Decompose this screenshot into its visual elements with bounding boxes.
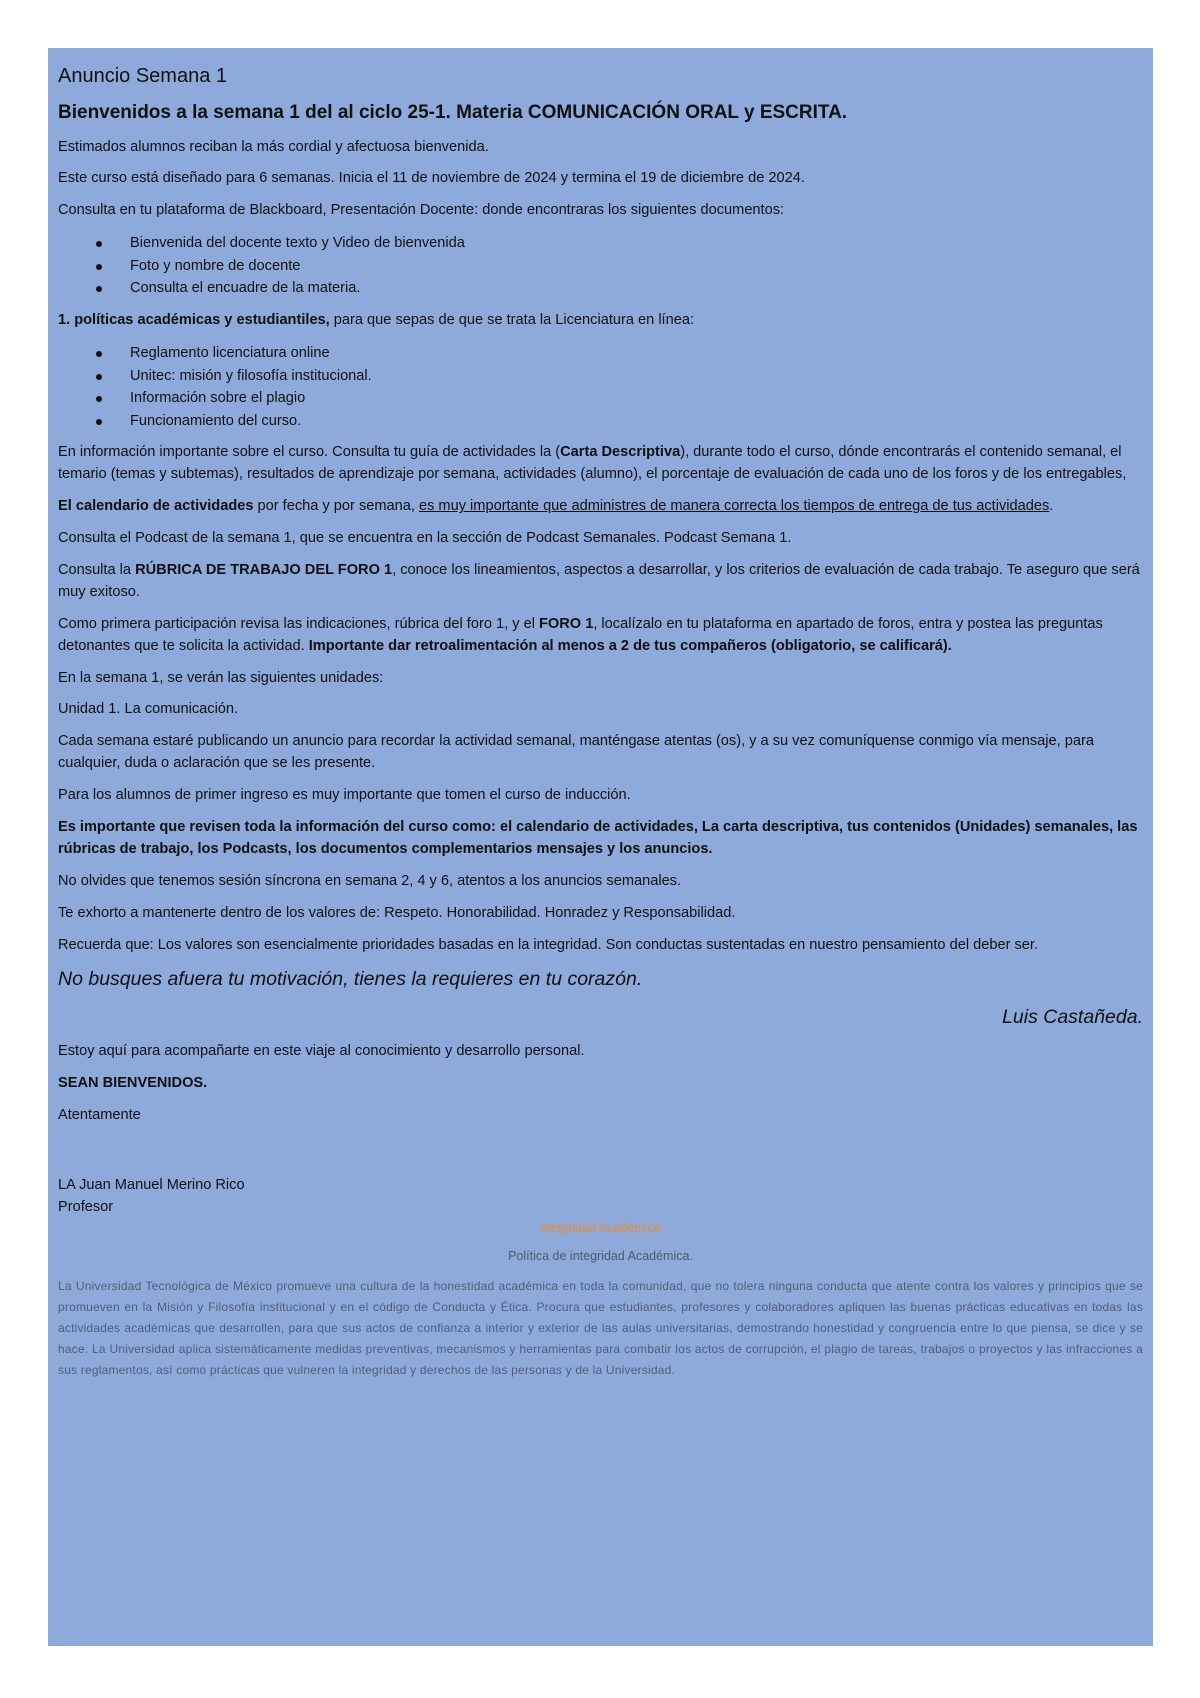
induction-text: Para los alumnos de primer ingreso es muy importante que tomen el curso de inducción. (58, 787, 631, 804)
list-item: Consulta el encuadre de la materia. (58, 277, 1143, 300)
course-info-paragraph (58, 442, 1143, 486)
review-bold-text (58, 817, 1143, 861)
values-exhort-text: Te exhorto a mantenerte dentro de los valores de: Respeto. Honorabilidad. Honradez y Responsabilidad. (58, 904, 736, 921)
units-intro-text: En la semana 1, se verán las siguientes unidades: (58, 669, 384, 686)
announcement-headline: Bienvenidos a la semana 1 del al ciclo 25-1. Materia COMUNICACIÓN ORAL y ESCRITA. (58, 102, 848, 123)
unit-1-text: Unidad 1. La comunicación. (58, 701, 239, 718)
signature-role: Profesor (58, 1198, 114, 1215)
signature-spacer (58, 1137, 1143, 1175)
rubric-text-end: , conoce los lineamientos, aspectos a desarrollar, y los criterios de evaluación de cada trabajo. Te aseguro que será muy exitoso. (58, 561, 1140, 600)
policies-paragraph (58, 310, 1143, 332)
policies-list (58, 342, 1143, 432)
podcast-text: Consulta el Podcast de la semana 1, que se encuentra en la sección de Podcast Semanales. Podcast Semana 1. (58, 530, 792, 547)
welcome-text (58, 1073, 1143, 1095)
forum-paragraph (58, 614, 1143, 658)
announcement-panel (48, 48, 1153, 1646)
forum-text-middle: , localízalo en tu plataforma en apartado de foros, entra y postea las preguntas detonantes que te solicita la actividad. (58, 615, 1103, 654)
course-dates-text: Este curso está diseñado para 6 semanas. Inicia el 11 de noviembre de 2024 y termina el 19 de diciembre de 2024. (58, 170, 805, 187)
list-item: Bienvenida del docente texto y Video de bienvenida (58, 232, 1143, 255)
calendar-underlined-text: es muy importante que administres de manera correcta los tiempos de entrega de tus actividades (418, 498, 1050, 515)
course-info-text-end: ), durante todo el curso, dónde encontrarás el contenido semanal, el temario (temas y subtemas), resultados de aprendizaje por semana, actividades (alumno), el porcentaje de evaluación de cada uno de los foros y de los entregables, (58, 444, 1127, 483)
list-item: Unitec: misión y filosofía institucional. (58, 365, 1143, 388)
rubric-bold-text: RÚBRICA DE TRABAJO DEL FORO 1 (135, 561, 393, 578)
values-remember-text: Recuerda que: Los valores son esencialmente prioridades basadas en la integridad. Son conductas sustentadas en nuestro pensamiento del deber ser. (58, 936, 1039, 953)
calendar-bold-text: El calendario de actividades (58, 498, 254, 515)
signature-block (58, 1175, 1143, 1219)
integrity-title: Integridad Académica (540, 1220, 661, 1235)
signature-name: LA Juan Manuel Merino Rico (58, 1176, 245, 1193)
list-item: Funcionamiento del curso. (58, 410, 1143, 433)
announcement-title: Anuncio Semana 1 (58, 65, 228, 87)
motivation-quote: No busques afuera tu motivación, tienes la requieres en tu corazón. (58, 968, 643, 991)
forum-text: Como primera participación revisa las indicaciones, rúbrica del foro 1, y el (58, 615, 539, 632)
integrity-text: La Universidad Tecnológica de México promueve una cultura de la honestidad académica en toda la comunidad, que no tolera ninguna conducta que atente contra los valores y principios que se promueven en la Misión y Filosofía institucional y en el código de Conducta y Ética. Procura que estudiantes, profesores y colaboradores apliquen las buenas prácticas educativas en todas las actividades académicas que desarrollen, para que sus actos de confianza a interior y exterior de las aulas universitarias, demostrando honestidad y congruencia entre lo que piensa, se dice y se hace. La Universidad aplica sistemáticamente medidas preventivas, mecanismos y herramientas para combatir los actos de corrupción, el plagio de tareas, trabajos o proyectos y las infracciones a sus reglamentos, así como prácticas que vulneren la integridad y derechos de las personas y de la Universidad. (58, 1279, 1143, 1377)
policies-text: para que sepas de que se trata la Licenciatura en línea: (329, 312, 695, 329)
course-info-text: En información importante sobre el curso. Consulta tu guía de actividades la ( (58, 444, 561, 461)
list-item: Reglamento licenciatura online (58, 342, 1143, 365)
calendar-paragraph (58, 496, 1143, 518)
list-item: Información sobre el plagio (58, 387, 1143, 410)
quote-author: Luis Castañeda. (1002, 1005, 1143, 1028)
calendar-text-end: . (1049, 498, 1054, 515)
accompany-text: Estoy aquí para acompañarte en este viaje al conocimiento y desarrollo personal. (58, 1043, 585, 1060)
policies-bold-text: 1. políticas académicas y estudiantiles, (58, 312, 330, 329)
regards-text: Atentamente (58, 1106, 141, 1123)
forum-feedback-bold-text: Importante dar retroalimentación al menos a 2 de tus compañeros (obligatorio, se calificará). (308, 637, 952, 654)
review-bold-content: Es importante que revisen toda la información del curso como: el calendario de actividades, La carta descriptiva, tus contenidos (Unidades) semanales, las rúbricas de trabajo, los Podcasts, los documentos complementarios mensajes y los anuncios. (58, 819, 1138, 857)
course-info-bold-text: Carta Descriptiva (560, 444, 681, 461)
rubric-text: Consulta la (58, 561, 136, 578)
integrity-subtitle: Política de integridad Académica. (508, 1249, 693, 1264)
sync-session-text: No olvides que tenemos sesión síncrona en semana 2, 4 y 6, atentos a los anuncios semanales. (58, 872, 682, 889)
blackboard-intro-text: Consulta en tu plataforma de Blackboard, Presentación Docente: donde encontraras los siguientes documentos: (58, 202, 785, 219)
list-item: Foto y nombre de docente (58, 255, 1143, 278)
rubric-paragraph (58, 560, 1143, 604)
docs-list (58, 232, 1143, 300)
forum-bold-text: FORO 1 (539, 615, 594, 632)
welcome-bold-text: SEAN BIENVENIDOS. (58, 1074, 208, 1091)
weekly-notice-text: Cada semana estaré publicando un anuncio para recordar la actividad semanal, manténgase atentas (os), y a su vez comuníquense conmigo vía mensaje, para cualquier, duda o aclaración que se les presente. (58, 733, 1094, 772)
calendar-text: por fecha y por semana, (253, 498, 419, 515)
greeting-text: Estimados alumnos reciban la más cordial y afectuosa bienvenida. (58, 138, 489, 155)
